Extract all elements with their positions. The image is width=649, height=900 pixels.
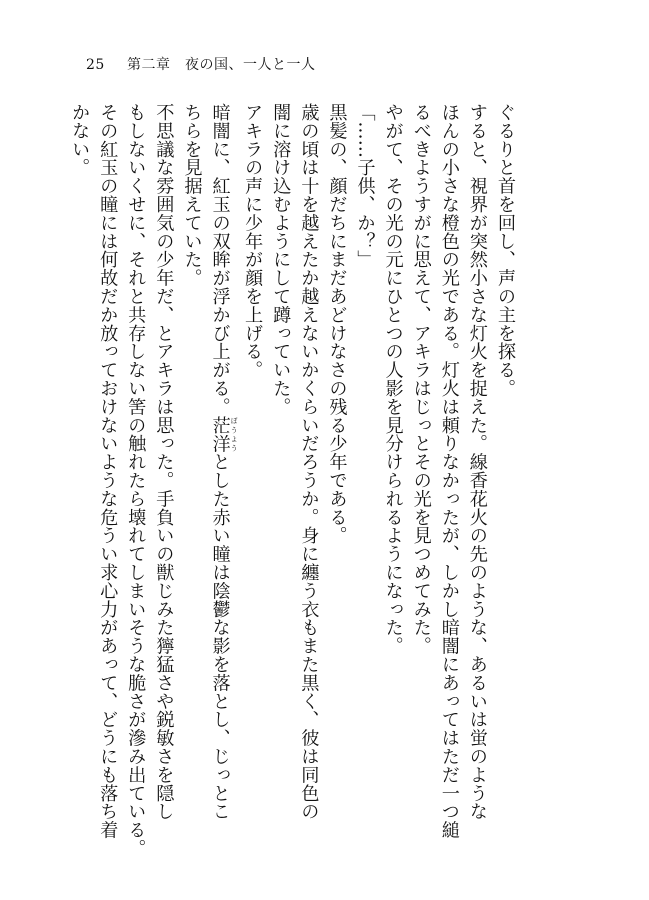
text-line-1: ぐるりと首を回し、声の主を探る。 [495, 103, 516, 398]
text-line-10: アキラの声に少年が顔を上げる。 [242, 103, 264, 379]
text-line-11-pre: 暗闇に、紅玉の双眸が浮かび上がる。 [209, 103, 231, 416]
text-line-9: 闇に溶け込むようにして蹲っていた。 [270, 103, 292, 416]
text-line-2: すると、視界が突然小さな灯火を捉えた。線香花火の先のような、あるいは蛍のような [466, 103, 488, 821]
text-line-8: 歳の頃は十を越えたか越えないかくらいだろうか。身に纏う衣もまた黒く、彼は同色の [298, 103, 320, 821]
text-line-7: 黒髪の、顔だちにまだあどけなさの残る少年である。 [326, 103, 348, 545]
text-line-13: 不思議な雰囲気の少年だ、とアキラは思った。手負いの獣じみた獰猛さや鋭敏さを隠し [153, 103, 175, 821]
running-header [86, 54, 315, 74]
text-line-11 [205, 103, 238, 863]
text-line-11-post: とした赤い瞳は陰鬱な影を落とし、じっとこ [209, 452, 231, 821]
ruby-annotation [209, 415, 239, 453]
text-line-16: かない。 [69, 103, 91, 177]
text-line-15: その紅玉の瞳には何故だか放っておけないような危うい求心力があって、どうにも落ち着 [97, 103, 119, 839]
text-line-6: 「……子供、か？」 [354, 103, 376, 269]
ruby-base: 茫洋 [209, 415, 231, 453]
text-line-14: もしないくせに、それと共存しない筈の触れたら壊れてしまいそうな脆さが滲み出ている。 [125, 103, 147, 858]
text-line-5: やがて、その光の元にひとつの人影を見分けられるようになった。 [382, 103, 404, 655]
text-line-4: るべきようすがに思えて、アキラはじっとその光を見つめてみた。 [410, 103, 432, 655]
page-number: 25 [86, 57, 105, 73]
vertical-body-text [65, 103, 519, 863]
text-line-12: ちらを見据えていた。 [181, 103, 203, 287]
text-line-3: ほんの小さな橙色の光である。灯火は頼りなかったが、しかし暗闇にあってはただ一つ縋 [438, 103, 460, 839]
ruby-reading: ぼうよう [230, 415, 239, 453]
chapter-title: 第二章 夜の国、一人と一人 [126, 57, 316, 73]
